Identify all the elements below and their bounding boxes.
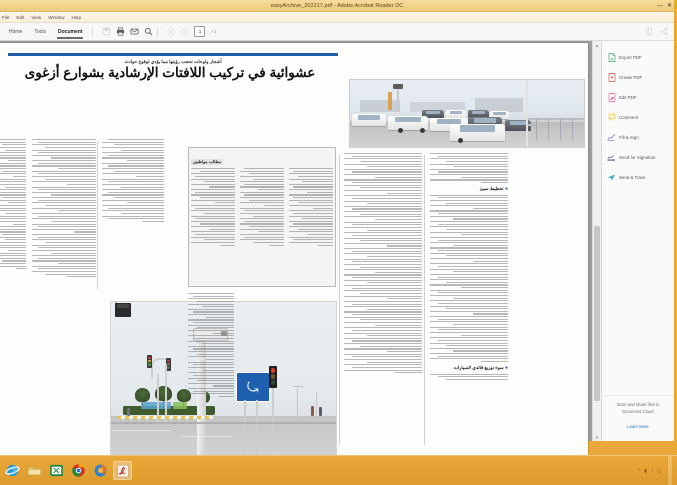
menu-item-file[interactable]: File <box>2 14 10 20</box>
adobe-acrobat-icon[interactable] <box>113 461 132 480</box>
body-text-lines-1a <box>430 153 508 183</box>
share-icon[interactable] <box>659 27 669 37</box>
tool-send-for-signature-label: Send for Signature <box>619 154 656 160</box>
page-thumbnails-icon[interactable] <box>644 27 654 37</box>
body-text-lines-4 <box>102 139 164 222</box>
body-text-lines-2 <box>344 153 422 373</box>
body-text-lines-5 <box>32 139 96 277</box>
citizen-demands-box <box>188 147 336 287</box>
tool-send-for-signature[interactable] <box>602 147 674 167</box>
traffic-jam-photo <box>349 79 585 148</box>
body-text-lines-3 <box>188 293 234 397</box>
tray-action-center-icon[interactable]: ◻ <box>657 467 661 473</box>
bullet-icon: ● <box>504 186 508 193</box>
tray-overflow-icon[interactable]: ^ <box>638 468 641 473</box>
section-heading-drivers <box>430 365 508 371</box>
text-column-4 <box>102 139 164 224</box>
body-text-lines-1b <box>430 195 508 362</box>
tool-fill-and-sign[interactable] <box>602 127 674 147</box>
body-text-lines <box>0 139 26 269</box>
search-icon[interactable] <box>143 27 153 37</box>
text-column-6 <box>0 139 26 271</box>
tool-create-pdf-label: Create PDF <box>619 74 643 80</box>
u-turn-arrow: ⤾ <box>247 379 259 395</box>
scrollbar-thumb[interactable] <box>594 226 600 401</box>
article-kicker: أشجار ولوحات تحجب رؤيتها مما يؤدي لوقوع حوادث <box>124 59 222 64</box>
edit-pdf-icon <box>607 92 616 102</box>
next-page-icon[interactable] <box>180 27 190 37</box>
tool-send-and-track[interactable] <box>602 167 674 187</box>
cloud-promo-line2: Document Cloud <box>622 408 654 414</box>
toolbar-divider <box>92 27 93 37</box>
title-bar <box>0 0 674 12</box>
tab-home[interactable]: Home <box>9 28 23 35</box>
toolbar-tabs <box>3 23 88 40</box>
menu-item-window[interactable]: Window <box>48 14 65 20</box>
body-text-lines-1c <box>430 374 508 380</box>
section-heading-planning-label: تخطيط سيئ <box>479 186 504 192</box>
tool-export-pdf[interactable] <box>602 47 674 67</box>
create-pdf-icon <box>607 72 616 82</box>
send-and-track-icon <box>607 172 616 182</box>
window-controls <box>657 0 672 11</box>
menu-item-view[interactable]: View <box>31 14 42 20</box>
show-desktop-button[interactable] <box>668 456 672 485</box>
menu-item-help[interactable]: Help <box>71 14 81 20</box>
main-toolbar <box>0 23 674 41</box>
u-turn-sign-icon <box>236 372 270 402</box>
system-tray <box>638 456 677 485</box>
fill-and-sign-icon <box>607 132 616 142</box>
tool-comment[interactable] <box>602 107 674 127</box>
file-explorer-icon[interactable] <box>25 461 44 480</box>
tool-edit-pdf[interactable] <box>602 87 674 107</box>
tool-create-pdf[interactable] <box>602 67 674 87</box>
section-heading-planning <box>430 186 508 192</box>
document-canvas[interactable] <box>0 41 592 441</box>
print-icon[interactable] <box>115 27 125 37</box>
scroll-down-arrow[interactable]: ▼ <box>595 434 599 440</box>
office-excel-icon[interactable] <box>47 461 66 480</box>
learn-more-link[interactable]: Learn More <box>627 424 649 429</box>
toolbar-divider-2 <box>157 27 158 37</box>
close-button[interactable]: ✕ <box>666 2 672 9</box>
tool-send-and-track-label: Send & Track <box>619 174 646 180</box>
tab-document[interactable]: Document <box>52 23 88 40</box>
internet-explorer-icon[interactable] <box>3 461 22 480</box>
cloud-promo-line1: Store and share files in <box>616 402 660 408</box>
page-nav-group <box>166 26 216 37</box>
text-column-2 <box>344 153 422 375</box>
tool-fill-and-sign-label: Fill & Sign <box>619 134 639 140</box>
tab-tools[interactable]: Tools <box>34 28 47 35</box>
page-number-input[interactable]: 1 <box>194 26 205 37</box>
comment-icon <box>607 112 616 122</box>
scroll-up-arrow[interactable]: ▲ <box>595 42 599 48</box>
toolbar-right-group <box>644 27 671 37</box>
page-total-label: / 1 <box>211 29 217 34</box>
section-heading-drivers-label: سوء توزيع قائدي السيارات <box>453 365 504 371</box>
toolbar-icon-group <box>101 27 153 37</box>
taskbar <box>0 455 677 485</box>
tools-panel <box>601 41 674 441</box>
text-column-1 <box>430 153 508 382</box>
bullet-icon-2: ● <box>504 365 508 372</box>
article-headline: عشوائية في تركيب اللافتات الإرشادية بشوارع أزغوى <box>24 65 316 80</box>
vertical-scrollbar[interactable] <box>592 41 601 441</box>
tool-comment-label: Comment <box>619 114 639 120</box>
box-text-col-a <box>289 168 333 247</box>
tray-volume-icon[interactable]: ◔ <box>650 468 654 473</box>
sidebar-box-title: مطالب مواطنين <box>193 159 222 164</box>
text-column-5 <box>32 139 96 279</box>
text-column-3 <box>188 293 234 399</box>
send-for-signature-icon <box>607 152 616 162</box>
headline-rule <box>8 53 338 56</box>
save-file-icon[interactable] <box>101 27 111 37</box>
export-pdf-icon <box>607 52 616 62</box>
window-title: easyArchive_202217.pdf - Adobe Acrobat Reader DC <box>270 2 404 9</box>
tool-export-pdf-label: Export PDF <box>619 54 642 60</box>
work-area <box>0 41 674 441</box>
minimize-button[interactable]: — <box>656 2 663 9</box>
prev-page-icon[interactable] <box>166 27 176 37</box>
box-text-col-c <box>191 168 235 247</box>
tool-edit-pdf-label: Edit PDF <box>619 94 637 100</box>
box-text-col-b <box>240 168 284 247</box>
google-chrome-icon[interactable] <box>69 461 88 480</box>
menu-bar <box>0 12 674 23</box>
firefox-icon[interactable] <box>91 461 110 480</box>
tray-network-icon[interactable]: ▮ <box>644 467 647 473</box>
document-cloud-promo <box>602 395 674 441</box>
menu-item-edit[interactable]: Edit <box>16 14 25 20</box>
newspaper-page <box>0 43 588 455</box>
email-icon[interactable] <box>129 27 139 37</box>
pdf-page <box>0 43 588 455</box>
